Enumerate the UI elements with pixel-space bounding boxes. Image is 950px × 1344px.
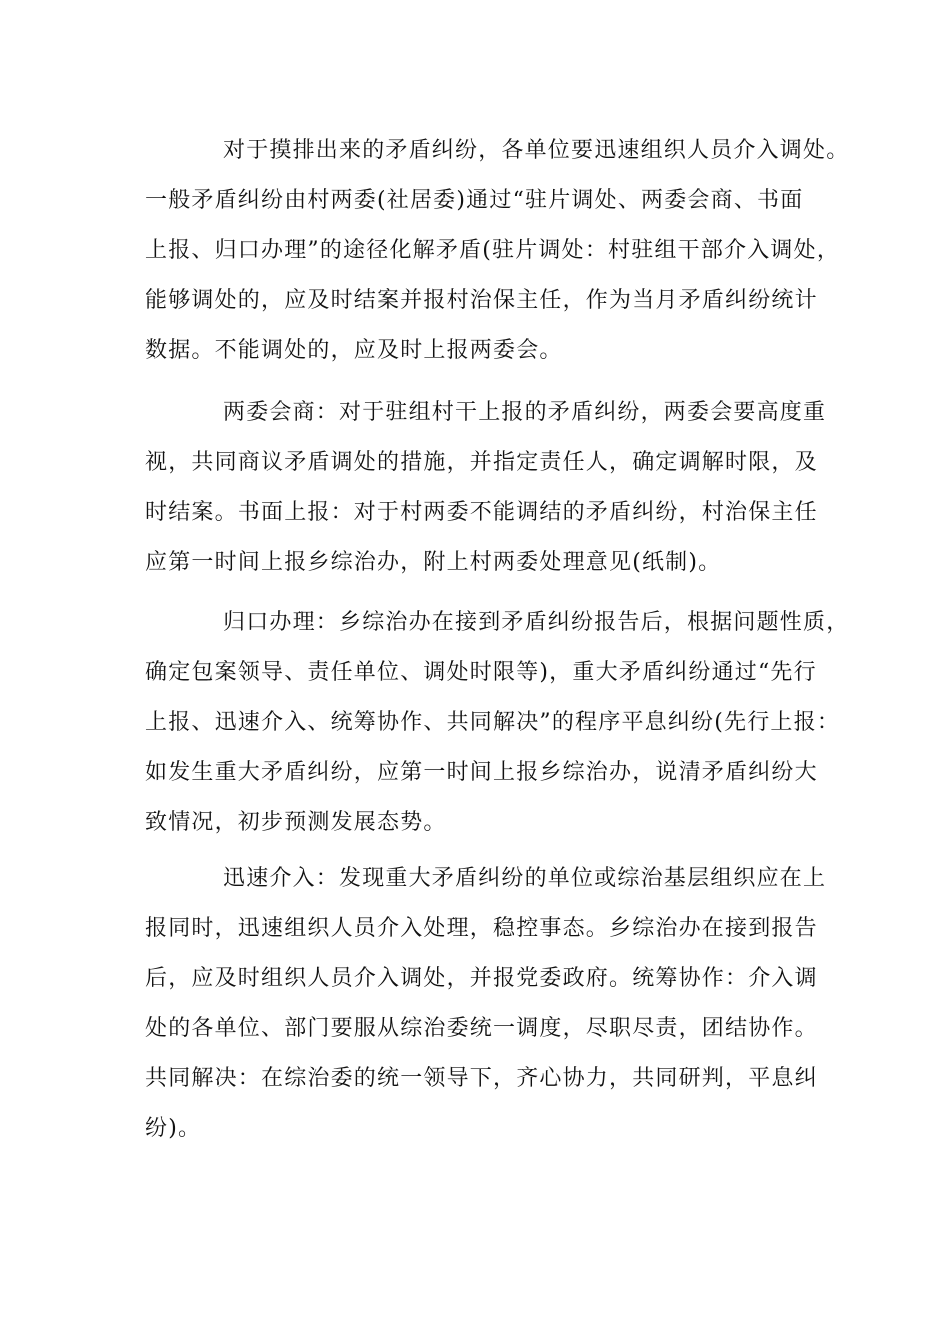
- paragraph-line: 处的各单位、部门要服从综治委统一调度，尽职尽责，团结协作。: [145, 1016, 818, 1041]
- paragraph-line: 上报、归口办理”的途径化解矛盾(驻片调处：村驻组干部介入调处，: [145, 238, 841, 263]
- paragraph-line: 数据。不能调处的，应及时上报两委会。: [145, 338, 563, 363]
- paragraph-line: 上报、迅速介入、统筹协作、共同解决”的程序平息纠纷(先行上报：: [145, 710, 841, 735]
- paragraph-line: 视，共同商议矛盾调处的措施，并指定责任人，确定调解时限，及: [145, 450, 818, 475]
- paragraph-line: 如发生重大矛盾纠纷，应第一时间上报乡综治办，说清矛盾纠纷大: [145, 760, 818, 785]
- paragraph-line: 能够调处的，应及时结案并报村治保主任，作为当月矛盾纠纷统计: [145, 288, 818, 313]
- paragraph-line: 应第一时间上报乡综治办，附上村两委处理意见(纸制)。: [145, 550, 722, 575]
- paragraph-line: 对于摸排出来的矛盾纠纷，各单位要迅速组织人员介入调处。: [223, 138, 850, 163]
- paragraph-line: 共同解决：在综治委的统一领导下，齐心协力，共同研判，平息纠: [145, 1066, 818, 1091]
- paragraph-line: 时结案。书面上报：对于村两委不能调结的矛盾纠纷，村治保主任: [145, 500, 818, 525]
- paragraph-line: 一般矛盾纠纷由村两委(社居委)通过“驻片调处、两委会商、书面: [145, 188, 804, 213]
- paragraph-line: 两委会商：对于驻组村干上报的矛盾纠纷，两委会要高度重: [223, 400, 827, 425]
- paragraph-line: 报同时，迅速组织人员介入处理，稳控事态。乡综治办在接到报告: [145, 916, 818, 941]
- paragraph-line: 确定包案领导、责任单位、调处时限等)，重大矛盾纠纷通过“先行: [145, 660, 817, 685]
- paragraph-line: 迅速介入：发现重大矛盾纠纷的单位或综治基层组织应在上: [223, 866, 827, 891]
- paragraph-line: 纷)。: [145, 1116, 202, 1141]
- paragraph-line: 后，应及时组织人员介入调处，并报党委政府。统筹协作：介入调: [145, 966, 818, 991]
- paragraph-line: 致情况，初步预测发展态势。: [145, 810, 447, 835]
- paragraph-line: 归口办理：乡综治办在接到矛盾纠纷报告后，根据问题性质，: [223, 610, 850, 635]
